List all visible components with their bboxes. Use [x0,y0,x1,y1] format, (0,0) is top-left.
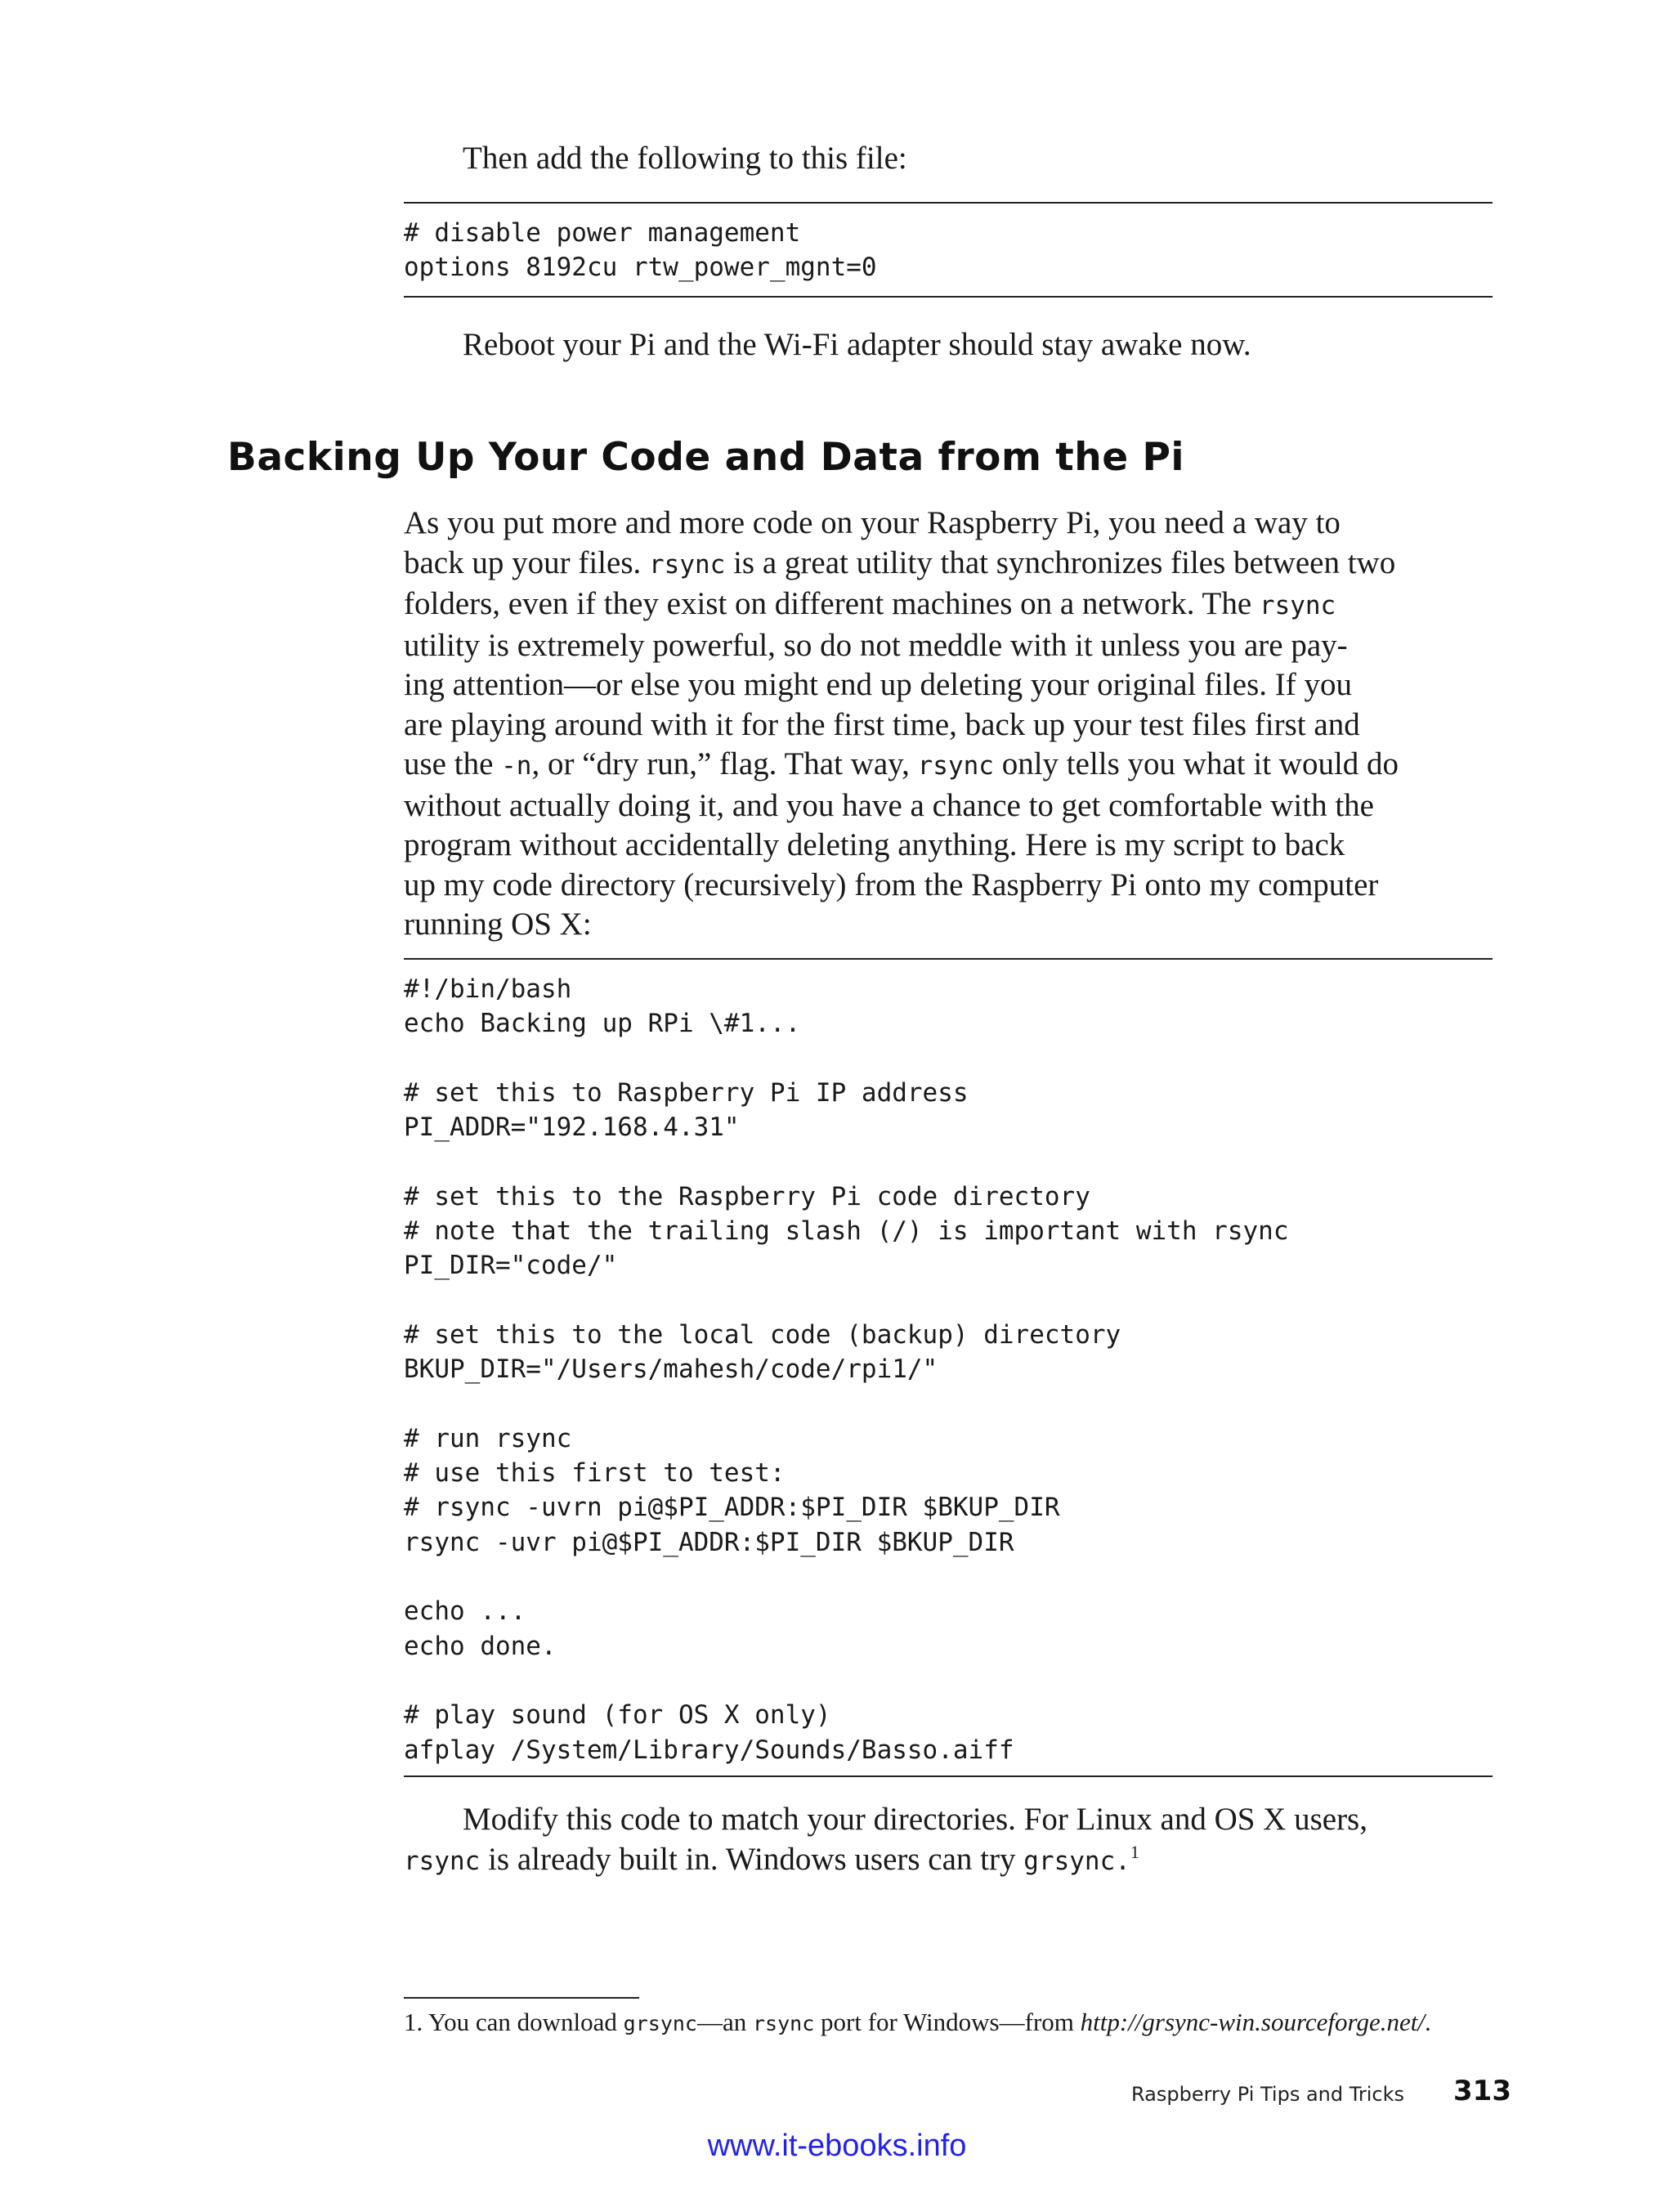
script-top-rule [404,958,1493,960]
paragraph-line: without actually doing it, and you have a chance to get comfortable with the [404,787,1374,823]
paragraph-line: running OS X: [404,907,592,942]
paragraph-line: are playing around with it for the first time, back up your test files first and [404,706,1360,742]
running-title: Raspberry Pi Tips and Tricks [1131,2083,1404,2106]
inline-code: grsync. [1023,1846,1130,1876]
paragraph-line: Modify this code to match your directories. For Linux and OS X users, [463,1802,1367,1837]
body-paragraph [404,504,1399,945]
page-number: 313 [1453,2075,1511,2107]
code-block-bottom-rule [404,296,1493,298]
paragraph-line: up my code directory (recursively) from the Raspberry Pi onto my computer [404,866,1379,902]
footnote-marker: 1 [1130,1841,1139,1862]
closing-paragraph [404,1800,1367,1881]
inline-code: rsync [917,751,994,781]
inline-code: rsync [404,1846,481,1876]
footnote-rule [404,1997,639,1999]
reboot-line: Reboot your Pi and the Wi-Fi adapter should stay awake now. [463,327,1251,362]
paragraph-line: ing attention—or else you might end up deleting your original files. If you [404,667,1353,702]
section-heading: Backing Up Your Code and Data from the Pi [227,435,1185,480]
paragraph-line: folders, even if they exist on different machines on a network. The rsync [404,586,1336,621]
paragraph-line: utility is extremely powerful, so do not meddle with it unless you are pay- [404,627,1348,663]
code-block-power-management: # disable power management options 8192cu rtw_power_mgnt=0 [404,218,877,283]
paragraph-line: rsync is already built in. Windows users can try grsync.$^1$ [404,1841,1139,1877]
paragraph-line: program without accidentally deleting anything. Here is my script to back [404,827,1345,862]
inline-code: -n [501,751,532,781]
paragraph-line: use the -n, or “dry run,” flag. That way, rsync only tells you what it would do [404,746,1399,781]
code-block-top-rule [404,202,1493,204]
footnote: 1. You can download grsync—an rsync port for Windows—from http://grsync-win.sourceforge.net/. [404,2008,1431,2036]
inline-code: rsync [1259,591,1336,620]
code-block-backup-script: #!/bin/bash echo Backing up RPi \#1... # set this to Raspberry Pi IP address PI_ADDR="192.168.4.31" # set this to the Raspberry Pi code directory # note that the trailing slash (/) is important with rsync PI_DIR="code/" # set this to the local code (backup) directory BKUP_DIR="/Users/mahesh/code/rpi1/" # run rsync # use this first to test: # rsync -uvrn pi@$PI_ADDR:$PI_DIR $BKUP_DIR rsync -uvr pi@$PI_ADDR:$PI_DIR $BKUP_DIR echo ... echo done. # play sound (for OS X only) afplay /System/Library/Sounds/Basso.aiff [404,974,1289,1765]
intro-line: Then add the following to this file: [463,141,907,176]
inline-code: rsync [649,549,726,580]
paragraph-line: back up your files. rsync is a great utility that synchronizes files between two [404,544,1396,580]
footnote-url: http://grsync-win.sourceforge.net/ [1080,2008,1425,2036]
watermark-link[interactable]: www.it-ebooks.info [707,2129,967,2163]
script-bottom-rule [404,1775,1493,1777]
paragraph-line: As you put more and more code on your Raspberry Pi, you need a way to [404,505,1341,540]
